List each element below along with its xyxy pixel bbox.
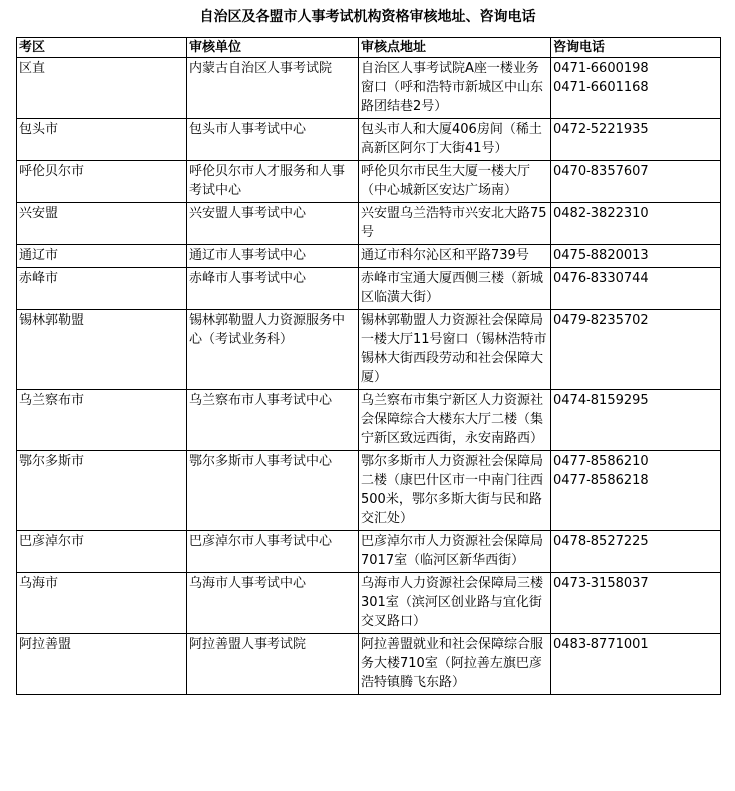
region-cell: 区直 [17,58,187,119]
phone-cell [551,573,721,634]
header-region: 考区 [17,38,187,58]
address-cell: 包头市人和大厦406房间（稀土高新区阿尔丁大街41号） [359,119,551,161]
table-header-row [17,38,721,58]
phone-number: 0473-3158037 [553,576,649,591]
region-cell: 包头市 [17,119,187,161]
unit-cell: 呼伦贝尔市人才服务和人事考试中心 [187,161,359,203]
phone-number: 0482-3822310 [553,206,649,221]
region-cell: 锡林郭勒盟 [17,310,187,390]
phone-cell [551,310,721,390]
phone-number: 0471-6601168 [553,80,649,95]
address-cell: 乌海市人力资源社会保障局三楼301室（滨河区创业路与宜化街交叉路口） [359,573,551,634]
table-row [17,119,721,161]
phone-cell [551,203,721,245]
phone-cell [551,268,721,310]
phone-number: 0472-5221935 [553,122,649,137]
unit-cell: 巴彦淖尔市人事考试中心 [187,531,359,573]
table-row [17,634,721,695]
address-cell: 兴安盟乌兰浩特市兴安北大路75号 [359,203,551,245]
phone-number: 0477-8586210 [553,454,649,469]
phone-cell [551,58,721,119]
phone-number: 0475-8820013 [553,248,649,263]
address-cell: 呼伦贝尔市民生大厦一楼大厅（中心城新区安达广场南） [359,161,551,203]
table-row [17,451,721,531]
table-row [17,310,721,390]
phone-number: 0479-8235702 [553,313,649,328]
table-row [17,573,721,634]
table-row [17,531,721,573]
phone-number: 0478-8527225 [553,534,649,549]
phone-number: 0471-6600198 [553,61,649,76]
phone-cell [551,634,721,695]
phone-number: 0483-8771001 [553,637,649,652]
address-cell: 鄂尔多斯市人力资源社会保障局二楼（康巴什区市一中南门往西500米，鄂尔多斯大街与民和路交汇处） [359,451,551,531]
page-title: 自治区及各盟市人事考试机构资格审核地址、咨询电话 [199,9,536,25]
address-cell: 乌兰察布市集宁新区人力资源社会保障综合大楼东大厅二楼（集宁新区致远西街，永安南路西） [359,390,551,451]
region-cell: 通辽市 [17,245,187,268]
phone-cell [551,119,721,161]
region-cell: 兴安盟 [17,203,187,245]
table-row [17,203,721,245]
phone-cell [551,390,721,451]
table-body [17,58,721,695]
unit-cell: 赤峰市人事考试中心 [187,268,359,310]
header-unit: 审核单位 [187,38,359,58]
phone-number: 0476-8330744 [553,271,649,286]
phone-cell [551,161,721,203]
unit-cell: 锡林郭勒盟人力资源服务中心（考试业务科） [187,310,359,390]
table-row [17,161,721,203]
unit-cell: 乌海市人事考试中心 [187,573,359,634]
unit-cell: 乌兰察布市人事考试中心 [187,390,359,451]
address-cell: 自治区人事考试院A座一楼业务窗口（呼和浩特市新城区中山东路团结巷2号） [359,58,551,119]
unit-cell: 鄂尔多斯市人事考试中心 [187,451,359,531]
unit-cell: 兴安盟人事考试中心 [187,203,359,245]
header-address: 审核点地址 [359,38,551,58]
phone-cell [551,531,721,573]
region-cell: 鄂尔多斯市 [17,451,187,531]
phone-number: 0470-8357607 [553,164,649,179]
address-cell: 阿拉善盟就业和社会保障综合服务大楼710室（阿拉善左旗巴彦浩特镇腾飞东路） [359,634,551,695]
table-row [17,58,721,119]
region-cell: 乌海市 [17,573,187,634]
phone-number: 0477-8586218 [553,473,649,488]
header-phone: 咨询电话 [551,38,721,58]
address-cell: 锡林郭勒盟人力资源社会保障局一楼大厅11号窗口（锡林浩特市锡林大街西段劳动和社会保障大厦） [359,310,551,390]
address-cell: 通辽市科尔沁区和平路739号 [359,245,551,268]
unit-cell: 阿拉善盟人事考试院 [187,634,359,695]
region-cell: 赤峰市 [17,268,187,310]
region-cell: 阿拉善盟 [17,634,187,695]
table-row [17,268,721,310]
unit-cell: 包头市人事考试中心 [187,119,359,161]
region-cell: 乌兰察布市 [17,390,187,451]
region-cell: 呼伦贝尔市 [17,161,187,203]
unit-cell: 内蒙古自治区人事考试院 [187,58,359,119]
address-cell: 巴彦淖尔市人力资源社会保障局7017室（临河区新华西街） [359,531,551,573]
qualification-table [16,37,721,695]
phone-cell [551,451,721,531]
region-cell: 巴彦淖尔市 [17,531,187,573]
unit-cell: 通辽市人事考试中心 [187,245,359,268]
table-row [17,245,721,268]
phone-number: 0474-8159295 [553,393,649,408]
table-row [17,390,721,451]
phone-cell [551,245,721,268]
address-cell: 赤峰市宝通大厦西侧三楼（新城区临潢大街） [359,268,551,310]
